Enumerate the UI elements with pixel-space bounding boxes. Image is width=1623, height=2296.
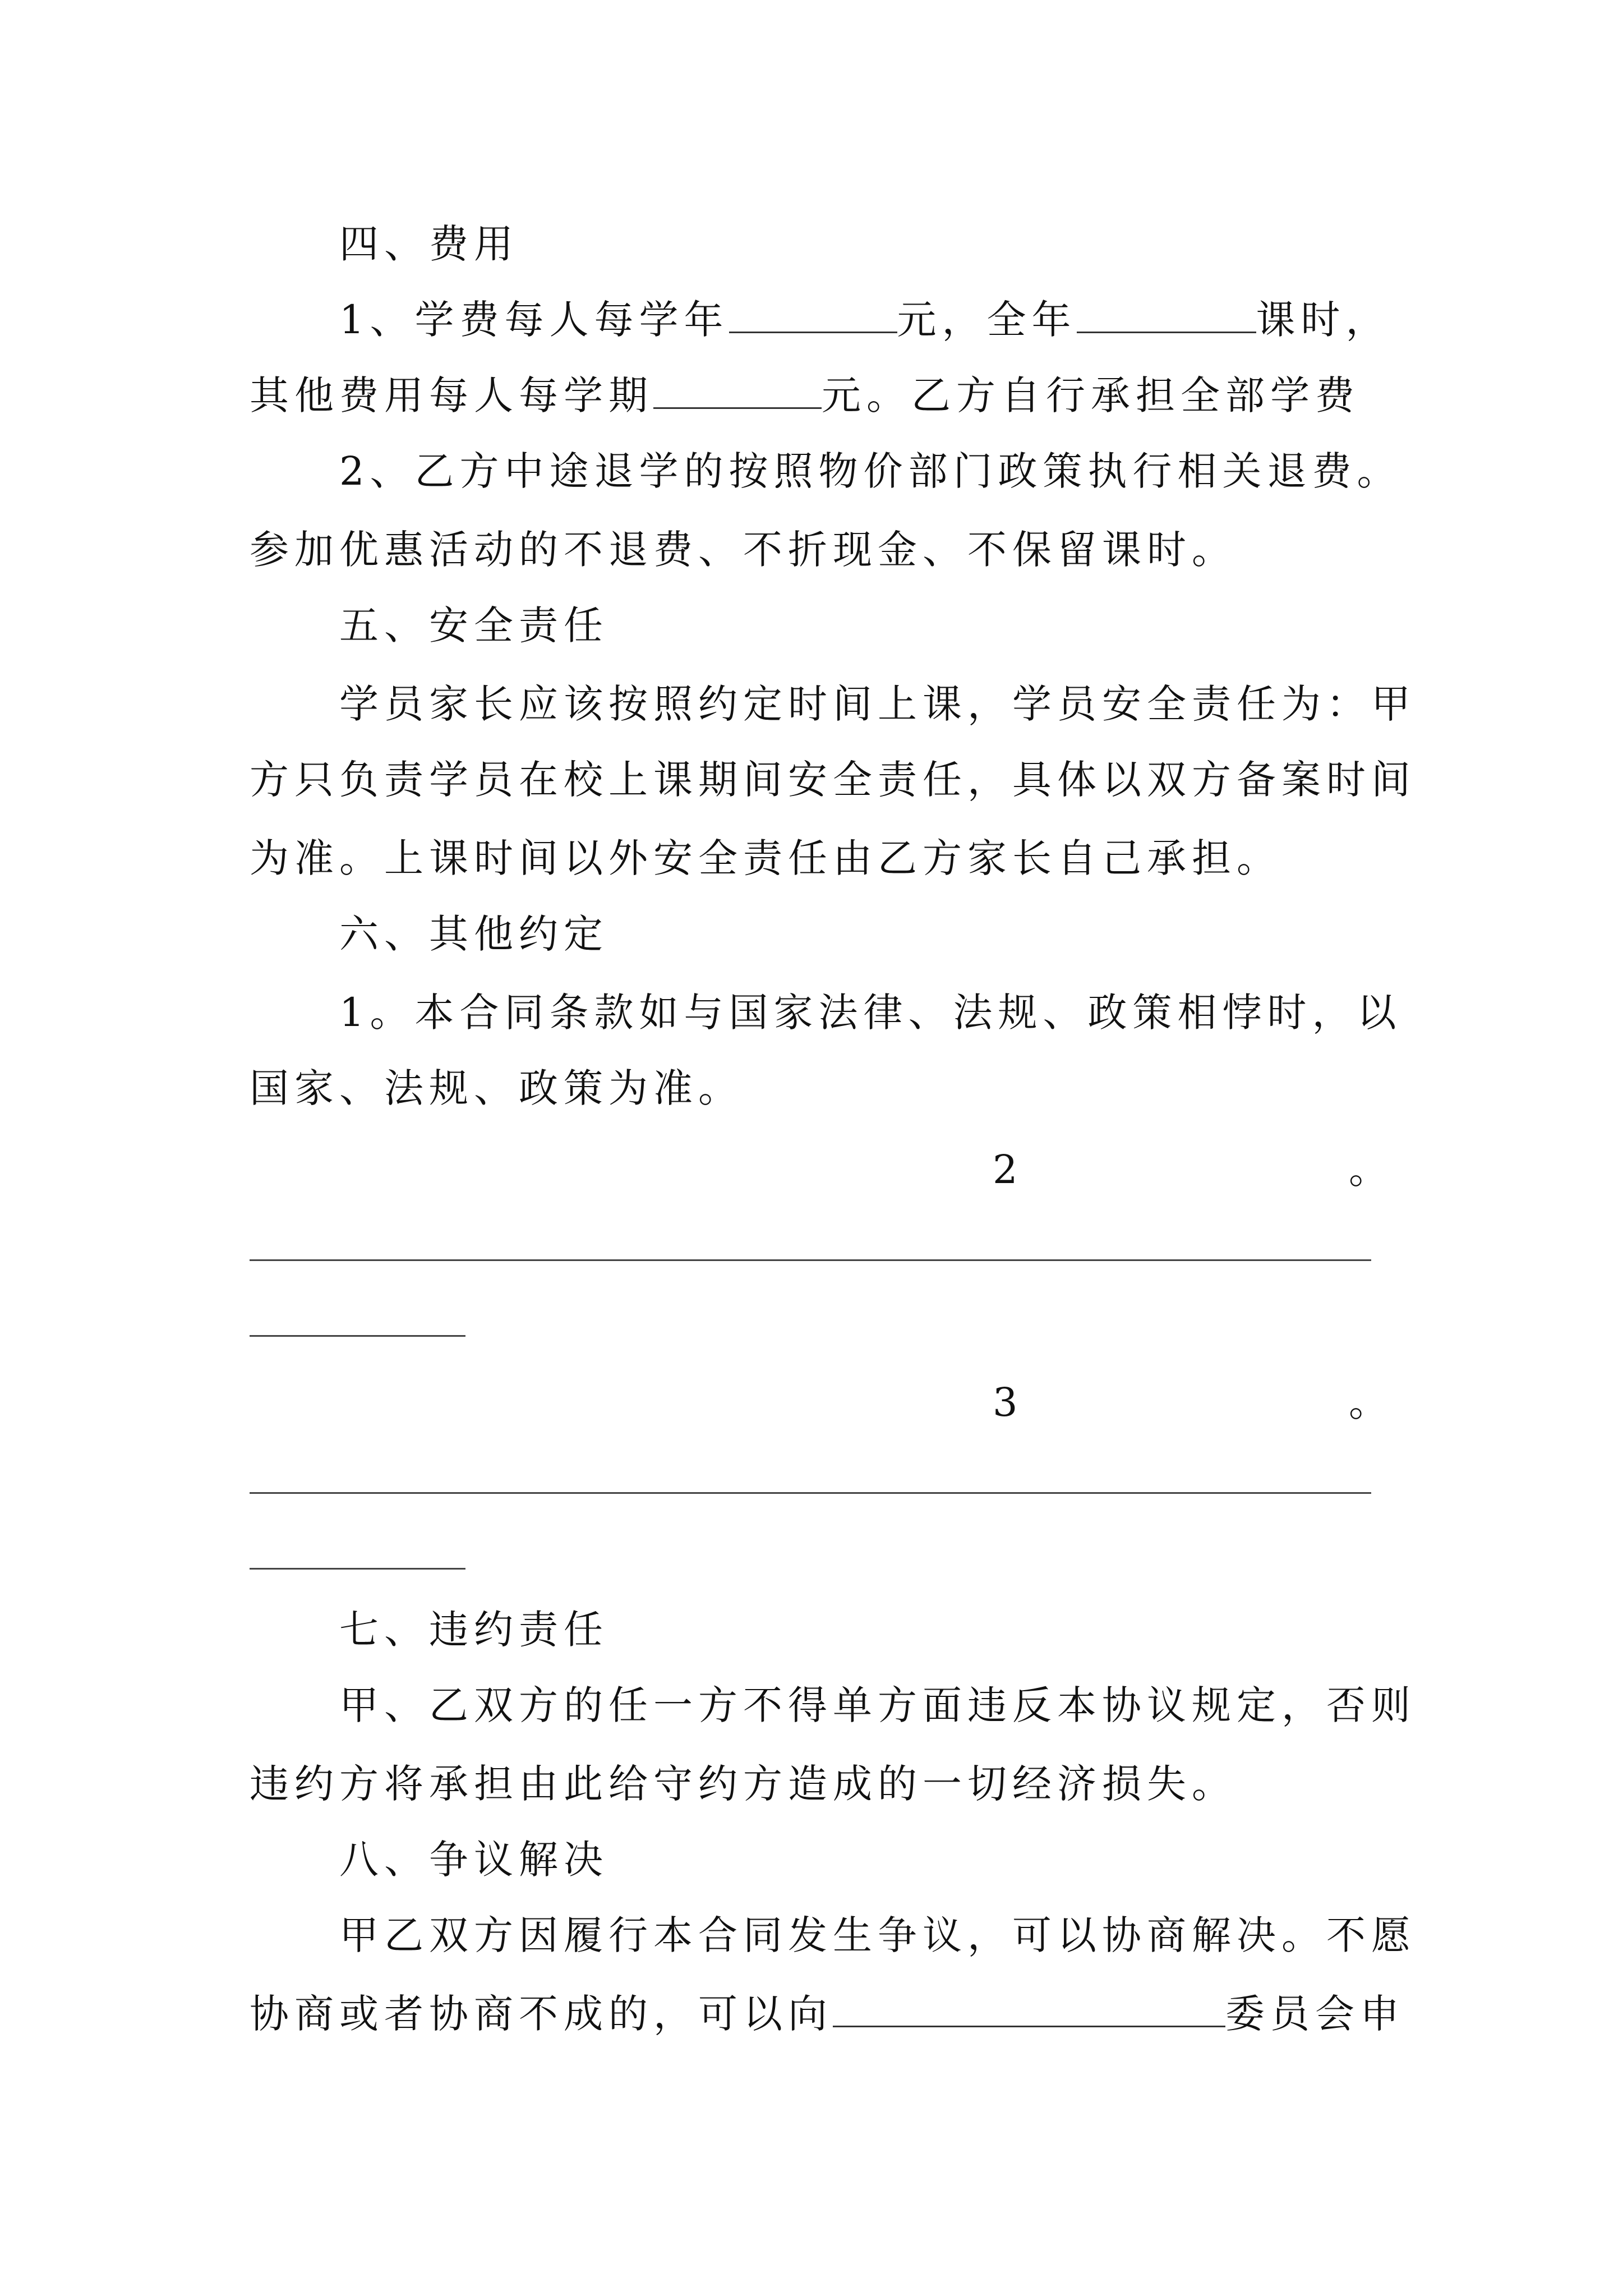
- section-heading-dispute: 八、争议解决: [339, 1837, 608, 1883]
- fill-in-blank: [653, 371, 822, 409]
- fill-in-blank: [833, 1990, 1225, 2027]
- fill-in-blank: [1077, 296, 1256, 333]
- text-run: 协商或者协商不成的，可以向: [250, 1991, 833, 2037]
- paragraph-line: 参加优惠活动的不退费、不折现金、不保留课时。: [250, 527, 1237, 573]
- item-terminator: 。: [1349, 1147, 1388, 1193]
- text-run: 其他费用每人每学期: [250, 372, 653, 418]
- fill-in-line: [250, 1492, 1371, 1494]
- text-run: 课时，: [1256, 297, 1391, 343]
- text-run: 委员会申: [1225, 1991, 1405, 2037]
- paragraph-line: [250, 1986, 1405, 2042]
- paragraph-line: [339, 292, 1391, 348]
- paragraph-line: 学员家长应该按照约定时间上课，学员安全责任为：甲: [339, 681, 1416, 727]
- paragraph-line: 1。本合同条款如与国家法律、法规、政策相悖时，以: [339, 990, 1402, 1036]
- paragraph-line: 国家、法规、政策为准。: [250, 1065, 743, 1111]
- fill-in-line: [250, 1259, 1371, 1261]
- fill-in-blank: [729, 296, 897, 333]
- section-heading-fees: 四、费用: [339, 221, 519, 267]
- text-run: 元，全年: [897, 297, 1077, 343]
- fill-in-line: [250, 1568, 465, 1570]
- item-number: 2: [993, 1147, 1018, 1193]
- paragraph-line: 甲乙双方因履行本合同发生争议，可以协商解决。不愿: [339, 1912, 1416, 1958]
- text-run: 元。乙方自行承担全部学费: [822, 372, 1360, 418]
- paragraph-line: [250, 367, 1360, 424]
- section-heading-breach: 七、违约责任: [339, 1607, 608, 1653]
- item-number: 3: [993, 1379, 1018, 1425]
- item-terminator: 。: [1349, 1379, 1388, 1425]
- paragraph-line: 甲、乙双方的任一方不得单方面违反本协议规定，否则: [339, 1682, 1416, 1728]
- section-heading-safety: 五、安全责任: [339, 602, 608, 648]
- paragraph-line: 2、乙方中途退学的按照物价部门政策执行相关退费。: [339, 448, 1402, 494]
- section-heading-other: 六、其他约定: [339, 911, 608, 957]
- paragraph-line: 方只负责学员在校上课期间安全责任，具体以双方备案时间: [250, 757, 1416, 803]
- fill-in-line: [250, 1335, 465, 1337]
- paragraph-line: 违约方将承担由此给守约方造成的一切经济损失。: [250, 1761, 1237, 1807]
- text-run: 1、学费每人每学年: [339, 297, 729, 343]
- paragraph-line: 为准。上课时间以外安全责任由乙方家长自己承担。: [250, 835, 1281, 881]
